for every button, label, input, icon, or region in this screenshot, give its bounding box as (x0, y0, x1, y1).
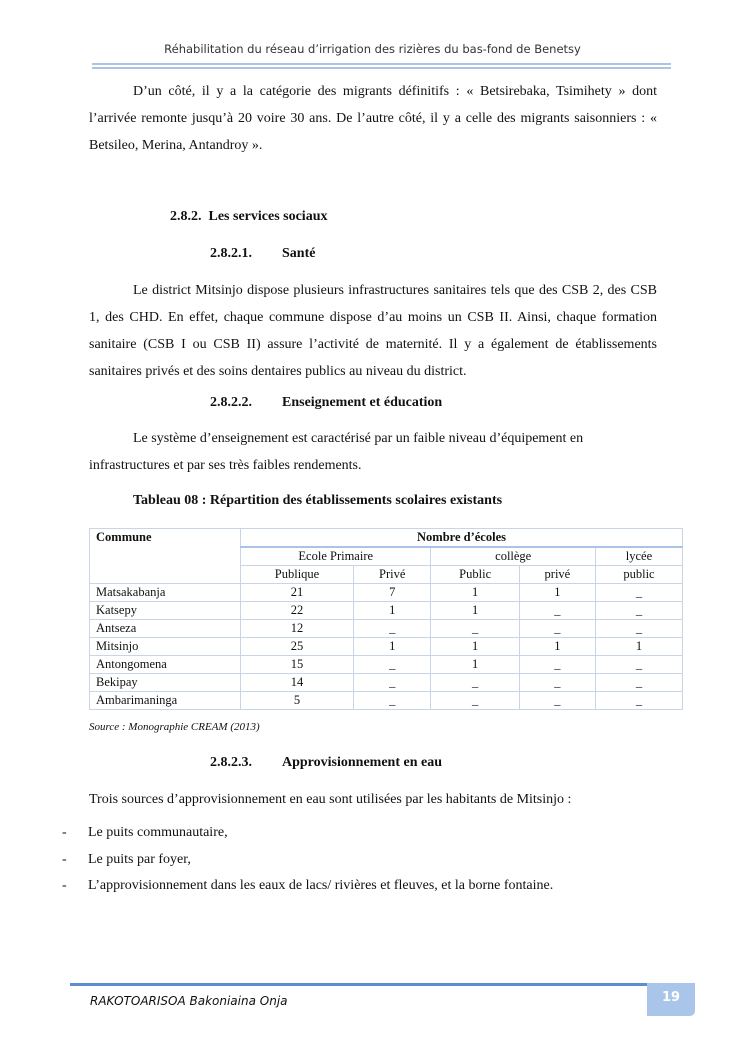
header-commune: Commune (90, 529, 241, 584)
count-cell: 12 (241, 620, 354, 638)
count-cell: 1 (595, 638, 682, 656)
table-row (90, 674, 683, 692)
commune-cell: Antseza (90, 620, 241, 638)
count-cell: _ (519, 602, 595, 620)
list-item: - Le puits communautaire, (62, 825, 228, 840)
schools-table (89, 528, 683, 710)
commune-cell: Mitsinjo (90, 638, 241, 656)
footer-rule (70, 983, 647, 986)
section-heading-2-8-2: 2.8.2. Les services sociaux (170, 209, 328, 224)
count-cell: _ (595, 584, 682, 602)
count-cell: _ (431, 674, 519, 692)
table-source: Source : Monographie CREAM (2013) (89, 721, 260, 733)
commune-cell: Ambarimaninga (90, 692, 241, 710)
paragraph-enseignement: Le système d’enseignement est caractérisé par un faible niveau d’équipement en infrastructures et par ses très faibles rendements. (89, 431, 584, 473)
running-header: Réhabilitation du réseau d’irrigation des rizières du bas-fond de Benetsy (164, 42, 581, 56)
table-row (90, 620, 683, 638)
count-cell: _ (595, 674, 682, 692)
list-item: - Le puits par foyer, (62, 852, 191, 867)
header-nombre-ecoles: Nombre d’écoles (241, 529, 683, 548)
header-lycee: lycée (595, 547, 682, 566)
count-cell: _ (353, 656, 430, 674)
count-cell: _ (353, 674, 430, 692)
count-cell: 1 (519, 638, 595, 656)
count-cell: _ (595, 620, 682, 638)
count-cell: 1 (353, 602, 430, 620)
count-cell: _ (519, 692, 595, 710)
table-caption: Tableau 08 : Répartition des établissements scolaires existants (133, 493, 503, 508)
count-cell: 21 (241, 584, 354, 602)
table-row (90, 584, 683, 602)
count-cell: 1 (431, 656, 519, 674)
count-cell: _ (431, 620, 519, 638)
count-cell: _ (595, 602, 682, 620)
count-cell: 25 (241, 638, 354, 656)
header-college: collège (431, 547, 595, 566)
commune-cell: Bekipay (90, 674, 241, 692)
section-heading-2-8-2-2: 2.8.2.2. Enseignement et éducation (210, 395, 443, 410)
page-number: 19 (647, 983, 695, 1016)
count-cell: _ (595, 656, 682, 674)
table-row (90, 692, 683, 710)
count-cell: 15 (241, 656, 354, 674)
footer-author: RAKOTOARISOA Bakoniaina Onja (90, 994, 288, 1008)
table-row (90, 602, 683, 620)
count-cell: _ (353, 620, 430, 638)
count-cell: _ (519, 656, 595, 674)
header-ecole-primaire: Ecole Primaire (241, 547, 431, 566)
commune-cell: Katsepy (90, 602, 241, 620)
subheader: public (595, 566, 682, 584)
count-cell: 7 (353, 584, 430, 602)
count-cell: _ (595, 692, 682, 710)
commune-cell: Matsakabanja (90, 584, 241, 602)
count-cell: 14 (241, 674, 354, 692)
count-cell: 1 (431, 584, 519, 602)
commune-cell: Antongomena (90, 656, 241, 674)
subheader: Privé (353, 566, 430, 584)
count-cell: 1 (431, 602, 519, 620)
table-row (90, 638, 683, 656)
section-heading-2-8-2-3: 2.8.2.3. Approvisionnement en eau (210, 755, 442, 770)
count-cell: 1 (353, 638, 430, 656)
count-cell: 22 (241, 602, 354, 620)
section-heading-2-8-2-1: 2.8.2.1. Santé (210, 246, 316, 261)
paragraph-eau: Trois sources d’approvisionnement en eau sont utilisées par les habitants de Mitsinjo : (89, 792, 572, 807)
paragraph-migrants: D’un côté, il y a la catégorie des migrants définitifs : « Betsirebaka, Tsimihety » dont l’arrivée remonte jusqu’à 20 voire 30 ans. De l’autre côté, il y a celle des migrants saisonniers : « Betsileo, Merina, Antandroy ». (89, 84, 657, 153)
count-cell: 5 (241, 692, 354, 710)
count-cell: _ (519, 620, 595, 638)
count-cell: _ (519, 674, 595, 692)
header-rule (92, 63, 671, 65)
subheader: Publique (241, 566, 354, 584)
paragraph-sante: Le district Mitsinjo dispose plusieurs infrastructures sanitaires tels que des CSB 2, des CSB 1, des CHD. En effet, chaque commune dispose d’au moins un CSB II. Ainsi, chaque formation sanitaire (CSB I ou CSB II) assure l’activité de maternité. Il y a également de établissements sanitaires privés et des soins dentaires publics au niveau du district. (89, 283, 657, 379)
subheader: privé (519, 566, 595, 584)
table-row (90, 656, 683, 674)
subheader: Public (431, 566, 519, 584)
count-cell: _ (431, 692, 519, 710)
count-cell: _ (353, 692, 430, 710)
count-cell: 1 (431, 638, 519, 656)
header-rule (92, 67, 671, 69)
count-cell: 1 (519, 584, 595, 602)
list-item: - L’approvisionnement dans les eaux de lacs/ rivières et fleuves, et la borne fontaine. (62, 878, 554, 893)
